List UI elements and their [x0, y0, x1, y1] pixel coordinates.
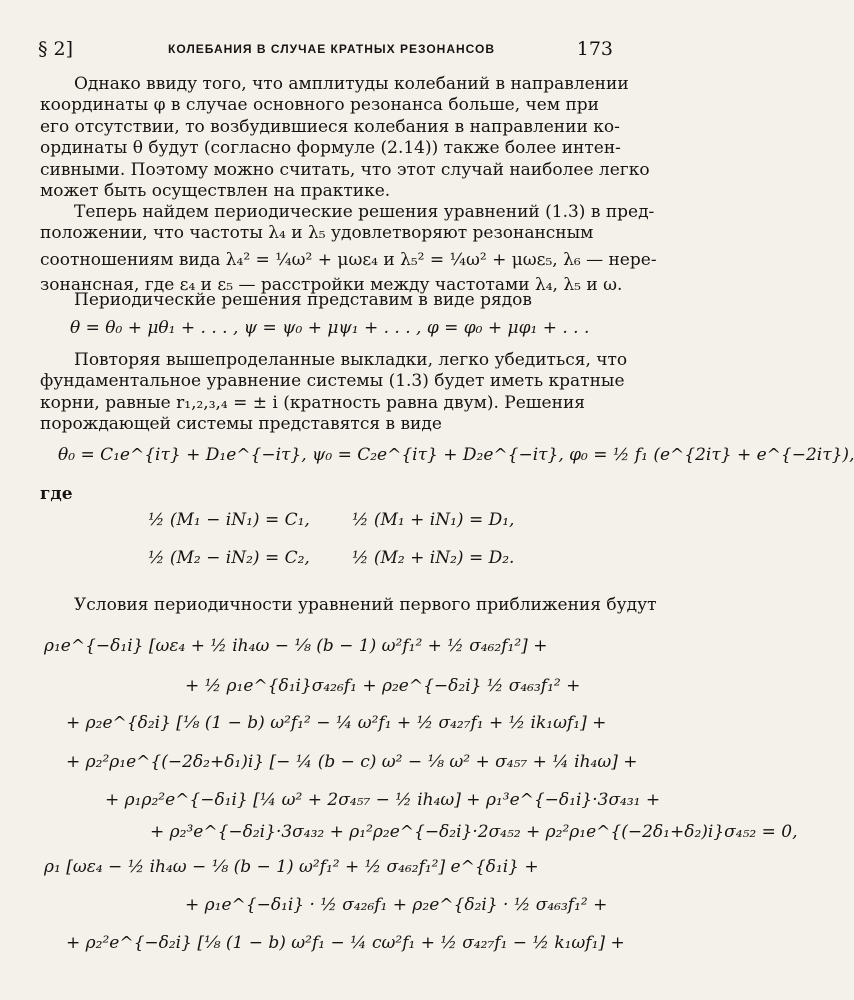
text-line: фундаментальное уравнение системы (1.3) будет иметь кратные	[40, 371, 625, 392]
section-number: § 2]	[38, 38, 74, 60]
text-line: положении, что частоты λ₄ и λ₅ удовлетворяют резонансным	[40, 223, 594, 244]
text-line: соотношениям вида λ₄² = ¼ω² + μωε₄ и λ₅² = ¼ω² + μωε₅, λ₆ — нере-	[40, 249, 657, 270]
text-line: Теперь найдем периодические решения уравнений (1.3) в пред-	[74, 202, 655, 222]
text-line: может быть осуществлен на практике.	[40, 181, 391, 202]
text-line: Однако ввиду того, что амплитуды колебаний в направлении	[74, 74, 629, 94]
paragraph-4	[40, 350, 628, 436]
periodicity-eq-line-5: + ρ₁ρ₂²e^{−δ₁i} [¼ ω² + 2σ₄₅₇ − ½ ih₄ω] + ρ₁³e^{−δ₁i}·3σ₄₃₁ +	[105, 790, 661, 810]
periodicity-eq-line-3: + ρ₂e^{δ₂i} [⅛ (1 − b) ω²f₁² − ¼ ω²f₁ + ½ σ₄₂₇f₁ + ½ ik₁ωf₁] +	[66, 713, 607, 733]
text-line: порождающей системы представятся в виде	[40, 414, 442, 435]
constant-eq-c2: ½ (M₂ − iN₂) = C₂,	[148, 548, 310, 568]
periodicity-eq-line-6: + ρ₂³e^{−δ₂i}·3σ₄₃₂ + ρ₁²ρ₂e^{−δ₂i}·2σ₄₅₂ + ρ₂²ρ₁e^{(−2δ₁+δ₂)i}σ₄₅₂ = 0,	[150, 822, 798, 842]
constant-eq-d2: ½ (M₂ + iN₂) = D₂.	[352, 548, 515, 568]
where-label	[40, 484, 613, 505]
text-line: корни, равные r₁,₂,₃,₄ = ± i (кратность равна двум). Решения	[40, 392, 586, 413]
text-line: где	[40, 484, 73, 504]
text-line: ординаты θ будут (согласно формуле (2.14)) также более интен-	[40, 138, 621, 159]
periodicity-eq-line-4: + ρ₂²ρ₁e^{(−2δ₂+δ₁)i} [− ¼ (b − c) ω² − ⅛ ω² + σ₄₅₇ + ¼ ih₄ω] +	[66, 752, 638, 772]
periodicity-eq-line-7: ρ₁ [ωε₄ − ½ ih₄ω − ⅛ (b − 1) ω²f₁² + ½ σ₄₆₂f₁²] e^{δ₁i} +	[44, 857, 539, 877]
paragraph-5	[40, 595, 657, 616]
series-equation: θ = θ₀ + μθ₁ + . . . , ψ = ψ₀ + μψ₁ + . . . , φ = φ₀ + μφ₁ + . . .	[70, 318, 590, 338]
periodicity-eq-line-8: + ρ₁e^{−δ₁i} · ½ σ₄₂₆f₁ + ρ₂e^{δ₂i} · ½ σ₄₆₃f₁² +	[185, 895, 608, 915]
periodicity-eq-line-1: ρ₁e^{−δ₁i} [ωε₄ + ½ ih₄ω − ⅛ (b − 1) ω²f₁² + ½ σ₄₆₂f₁²] +	[44, 636, 548, 656]
constant-eq-c1: ½ (M₁ − iN₁) = C₁,	[148, 510, 310, 530]
periodicity-eq-line-9: + ρ₂²e^{−δ₂i} [⅛ (1 − b) ω²f₁ − ¼ cω²f₁ + ½ σ₄₂₇f₁ − ½ k₁ωf₁] +	[66, 933, 625, 953]
generating-solution-equation: θ₀ = C₁e^{iτ} + D₁e^{−iτ}, ψ₀ = C₂e^{iτ} + D₂e^{−iτ}, φ₀ = ½ f₁ (e^{2iτ} + e^{−2iτ}),	[58, 445, 854, 465]
paragraph-2	[40, 202, 657, 296]
text-line: Периодическйе решения представим в виде рядов	[74, 290, 532, 310]
page-number: 173	[576, 38, 613, 60]
periodicity-eq-line-2: + ½ ρ₁e^{δ₁i}σ₄₂₆f₁ + ρ₂e^{−δ₂i} ½ σ₄₆₃f₁² +	[185, 676, 581, 696]
text-line: координаты φ в случае основного резонанса больше, чем при	[40, 95, 599, 116]
page-header	[38, 38, 613, 66]
running-title: КОЛЕБАНИЯ В СЛУЧАЕ КРАТНЫХ РЕЗОНАНСОВ	[168, 42, 496, 56]
text-line: его отсутствии, то возбудившиеся колебания в направлении ко-	[40, 116, 620, 137]
constant-eq-d1: ½ (M₁ + iN₁) = D₁,	[352, 510, 515, 530]
text-line: Повторяя вышепроделанные выкладки, легко убедиться, что	[74, 350, 628, 370]
text-line: сивными. Поэтому можно считать, что этот случай наиболее легко	[40, 159, 650, 180]
paragraph-3	[40, 290, 613, 311]
text-line: зонансная, где ε₄ и ε₅ — расстройки между частотами λ₄, λ₅ и ω.	[40, 274, 623, 295]
text-line: Условия периодичности уравнений первого приближения будут	[74, 595, 657, 615]
paragraph-1	[40, 74, 650, 202]
